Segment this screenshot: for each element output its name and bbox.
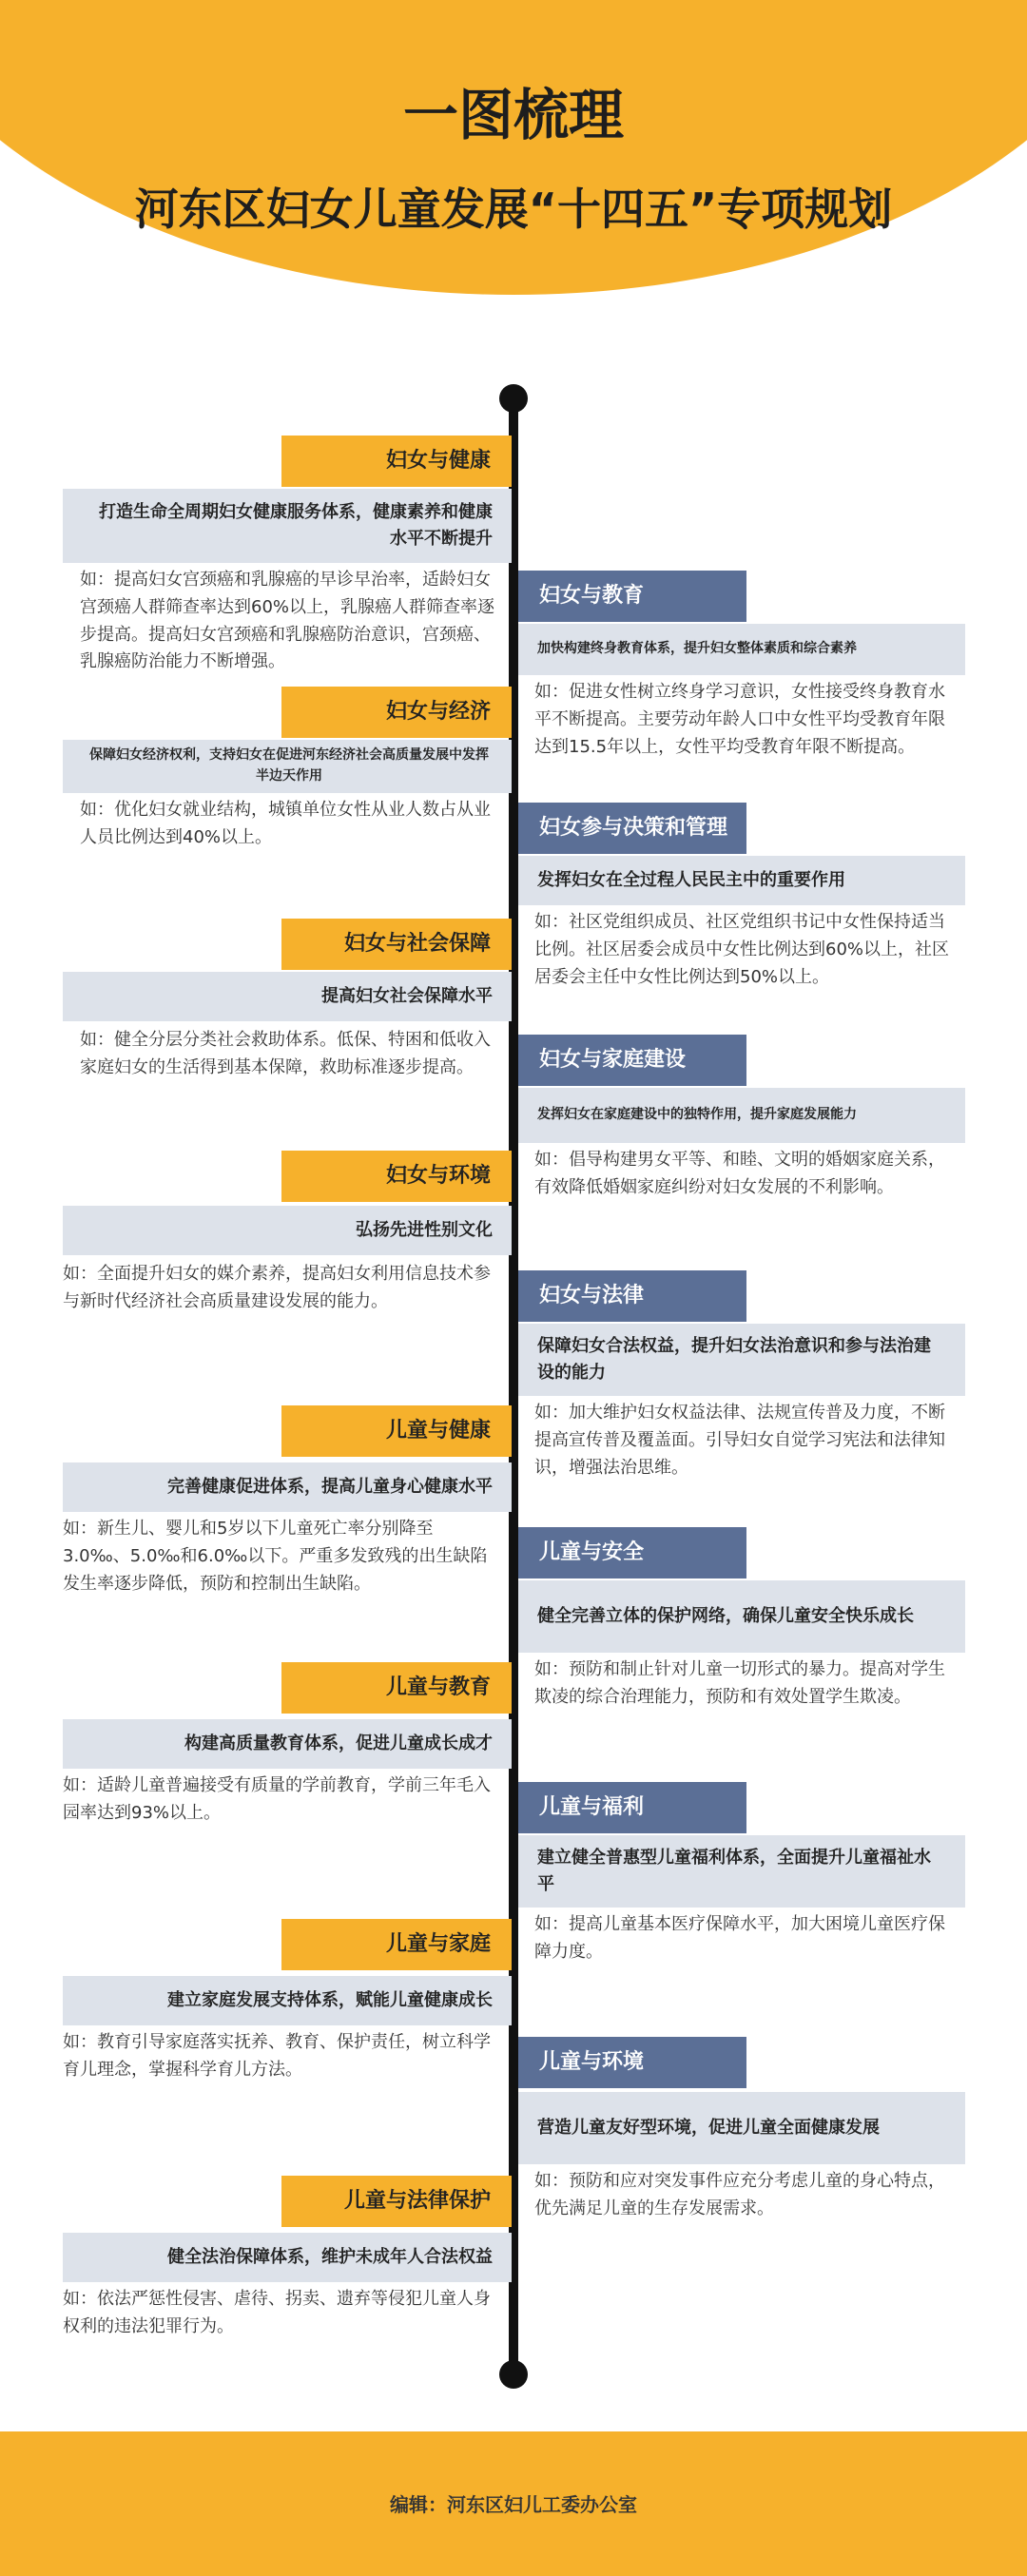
- right-desc-women-family: 如：倡导构建男女平等、和睦、文明的婚姻家庭关系，有效降低婚姻家庭纠纷对妇女发展的不利影响。: [534, 1150, 945, 1197]
- footer-editor-credit: 编辑：河东区妇儿工委办公室: [390, 2493, 637, 2516]
- right-tag-children-welfare: 儿童与福利: [518, 1782, 746, 1833]
- left-desc-children-education: 如：适龄儿童普遍接受有质量的学前教育，学前三年毛入园率达到93%以上。: [63, 1775, 491, 1823]
- right-tag-women-family: 妇女与家庭建设: [518, 1035, 746, 1086]
- left-band-women-environment: 弘扬先进性别文化: [63, 1206, 512, 1255]
- left-desc-women-economy: 如：优化妇女就业结构，城镇单位女性从业人数占从业人员比例达到40%以上。: [80, 800, 491, 847]
- left-desc-children-legal: 如：依法严惩性侵害、虐待、拐卖、遗弃等侵犯儿童人身权利的违法犯罪行为。: [63, 2289, 491, 2336]
- page-subtitle: 河东区妇女儿童发展“十四五”专项规划: [134, 184, 893, 235]
- left-desc-women-health: 如：提高妇女宫颈癌和乳腺癌的早诊早治率，适龄妇女宫颈癌人群筛查率达到60%以上，乳腺癌人群筛查率逐步提高。提高妇女宫颈癌和乳腺癌防治意识，宫颈癌、乳腺癌防治能力不断增强。: [80, 570, 495, 672]
- left-band-women-social-security: 提高妇女社会保障水平: [63, 972, 512, 1021]
- left-band-children-education: 构建高质量教育体系，促进儿童成长成才: [63, 1719, 512, 1769]
- right-band-women-decision: 发挥妇女在全过程人民民主中的重要作用: [518, 856, 965, 905]
- right-band-children-welfare: 建立健全普惠型儿童福利体系，全面提升儿童福祉水平: [518, 1835, 965, 1908]
- right-desc-children-safety: 如：预防和制止针对儿童一切形式的暴力。提高对学生欺凌的综合治理能力，预防和有效处置学生欺凌。: [534, 1659, 945, 1707]
- right-desc-women-education: 如：促进女性树立终身学习意识，女性接受终身教育水平不断提高。主要劳动年龄人口中女性平均受教育年限达到15.5年以上，女性平均受教育年限不断提高。: [534, 682, 945, 757]
- right-tag-children-environment: 儿童与环境: [518, 2037, 746, 2088]
- timeline-start-dot: [499, 384, 528, 413]
- right-desc-women-decision: 如：社区党组织成员、社区党组织书记中女性保持适当比例。社区居委会成员中女性比例达到60%以上，社区居委会主任中女性比例达到50%以上。: [534, 912, 950, 987]
- left-desc-children-health: 如：新生儿、婴儿和5岁以下儿童死亡率分别降至3.0‰、5.0‰和6.0‰以下。严重多发致残的出生缺陷发生率逐步降低，预防和控制出生缺陷。: [63, 1519, 488, 1594]
- left-band-women-economy: 保障妇女经济权利，支持妇女在促进河东经济社会高质量发展中发挥半边天作用: [63, 740, 512, 793]
- left-band-children-health: 完善健康促进体系，提高儿童身心健康水平: [63, 1462, 512, 1512]
- left-tag-women-social-security: 妇女与社会保障: [281, 919, 512, 970]
- left-band-children-family: 建立家庭发展支持体系，赋能儿童健康成长: [63, 1976, 512, 2025]
- right-tag-women-education: 妇女与教育: [518, 571, 746, 622]
- right-desc-children-environment: 如：预防和应对突发事件应充分考虑儿童的身心特点，优先满足儿童的生存发展需求。: [534, 2171, 945, 2218]
- right-tag-women-law: 妇女与法律: [518, 1270, 746, 1322]
- right-desc-women-law: 如：加大维护妇女权益法律、法规宣传普及力度，不断提高宣传普及覆盖面。引导妇女自觉学习宪法和法律知识，增强法治思维。: [534, 1403, 945, 1478]
- left-tag-women-environment: 妇女与环境: [281, 1151, 512, 1202]
- left-tag-children-legal: 儿童与法律保护: [281, 2176, 512, 2227]
- left-band-women-health: 打造生命全周期妇女健康服务体系，健康素养和健康水平不断提升: [63, 489, 512, 563]
- right-band-women-family: 发挥妇女在家庭建设中的独特作用，提升家庭发展能力: [518, 1088, 965, 1143]
- left-tag-children-education: 儿童与教育: [281, 1662, 512, 1714]
- left-tag-women-economy: 妇女与经济: [281, 687, 512, 738]
- right-desc-children-welfare: 如：提高儿童基本医疗保障水平，加大困境儿童医疗保障力度。: [534, 1914, 945, 1962]
- left-desc-women-social-security: 如：健全分层分类社会救助体系。低保、特困和低收入家庭妇女的生活得到基本保障，救助标准逐步提高。: [80, 1030, 491, 1077]
- right-band-children-environment: 营造儿童友好型环境，促进儿童全面健康发展: [518, 2092, 965, 2164]
- left-desc-children-family: 如：教育引导家庭落实抚养、教育、保护责任，树立科学育儿理念，掌握科学育儿方法。: [63, 2032, 491, 2080]
- right-band-women-law: 保障妇女合法权益，提升妇女法治意识和参与法治建设的能力: [518, 1324, 965, 1396]
- right-band-children-safety: 健全完善立体的保护网络，确保儿童安全快乐成长: [518, 1580, 965, 1653]
- right-tag-women-decision: 妇女参与决策和管理: [518, 803, 746, 854]
- left-band-children-legal: 健全法治保障体系，维护未成年人合法权益: [63, 2233, 512, 2282]
- right-band-women-education: 加快构建终身教育体系，提升妇女整体素质和综合素养: [518, 624, 965, 675]
- left-tag-women-health: 妇女与健康: [281, 436, 512, 487]
- page-title: 一图梳理: [402, 83, 624, 147]
- left-tag-children-health: 儿童与健康: [281, 1405, 512, 1457]
- timeline-end-dot: [499, 2360, 528, 2389]
- left-desc-women-environment: 如：全面提升妇女的媒介素养，提高妇女利用信息技术参与新时代经济社会高质量建设发展的能力。: [63, 1264, 491, 1311]
- right-tag-children-safety: 儿童与安全: [518, 1527, 746, 1579]
- left-tag-children-family: 儿童与家庭: [281, 1919, 512, 1970]
